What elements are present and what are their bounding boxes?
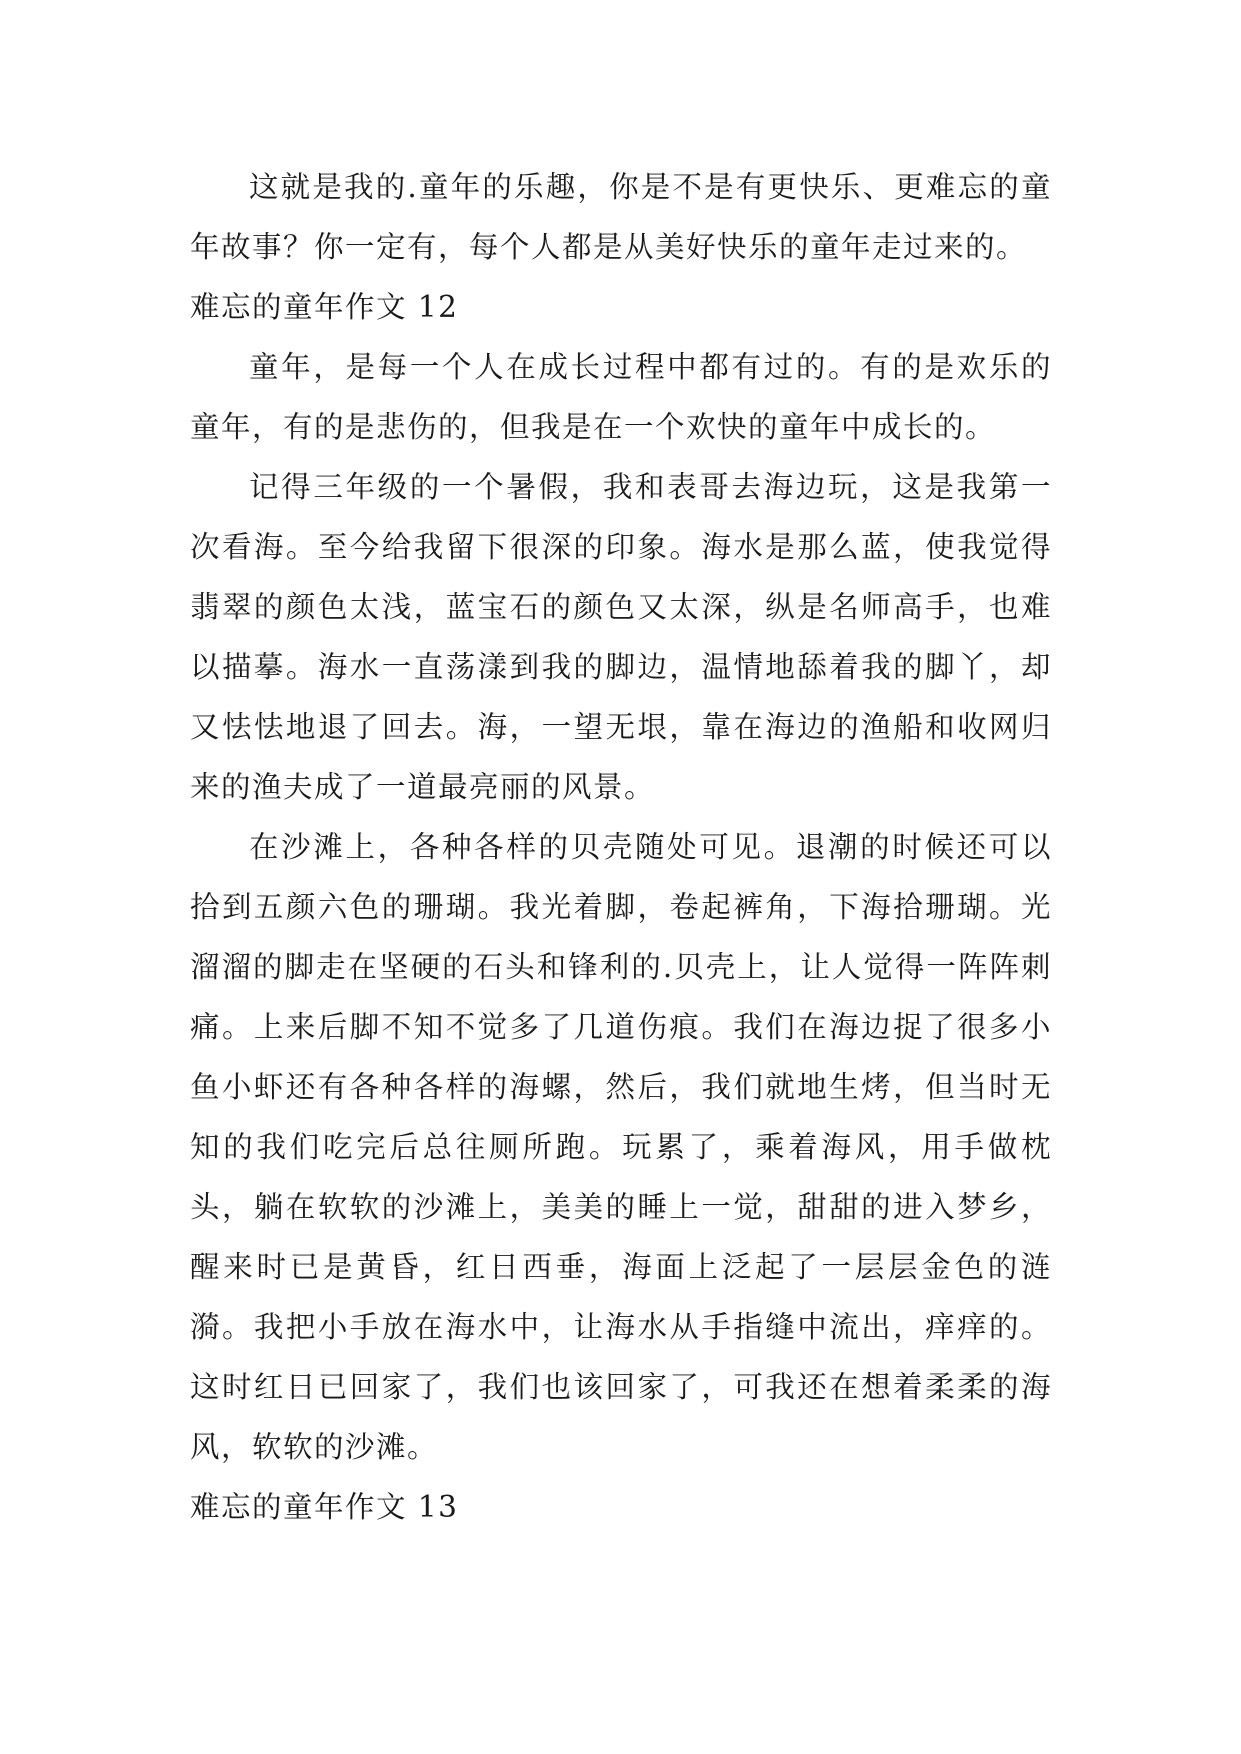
paragraph: 童年，是每一个人在成长过程中都有过的。有的是欢乐的童年，有的是悲伤的，但我是在一个欢快的童年中成长的。 xyxy=(190,350,1052,444)
document-body xyxy=(190,157,1052,1537)
section-heading: 难忘的童年作文 12 xyxy=(190,290,459,324)
paragraph: 这就是我的.童年的乐趣，你是不是有更快乐、更难忘的童年故事？你一定有，每个人都是从美好快乐的童年走过来的。 xyxy=(190,170,1052,264)
section-heading: 难忘的童年作文 13 xyxy=(190,1490,459,1524)
paragraph: 在沙滩上，各种各样的贝壳随处可见。退潮的时候还可以拾到五颜六色的珊瑚。我光着脚，卷起裤角，下海拾珊瑚。光溜溜的脚走在坚硬的石头和锋利的.贝壳上，让人觉得一阵阵刺痛。上来后脚不知不觉多了几道伤痕。我们在海边捉了很多小鱼小虾还有各种各样的海螺，然后，我们就地生烤，但当时无知的我们吃完后总往厕所跑。玩累了，乘着海风，用手做枕头，躺在软软的沙滩上，美美的睡上一觉，甜甜的进入梦乡，醒来时已是黄昏，红日西垂，海面上泛起了一层层金色的涟漪。我把小手放在海水中，让海水从手指缝中流出，痒痒的。这时红日已回家了，我们也该回家了，可我还在想着柔柔的海风，软软的沙滩。 xyxy=(190,830,1052,1464)
paragraph: 记得三年级的一个暑假，我和表哥去海边玩，这是我第一次看海。至今给我留下很深的印象。海水是那么蓝，使我觉得翡翠的颜色太浅，蓝宝石的颜色又太深，纵是名师高手，也难以描摹。海水一直荡漾到我的脚边，温情地舔着我的脚丫，却又怯怯地退了回去。海，一望无垠，靠在海边的渔船和收网归来的渔夫成了一道最亮丽的风景。 xyxy=(190,470,1052,804)
